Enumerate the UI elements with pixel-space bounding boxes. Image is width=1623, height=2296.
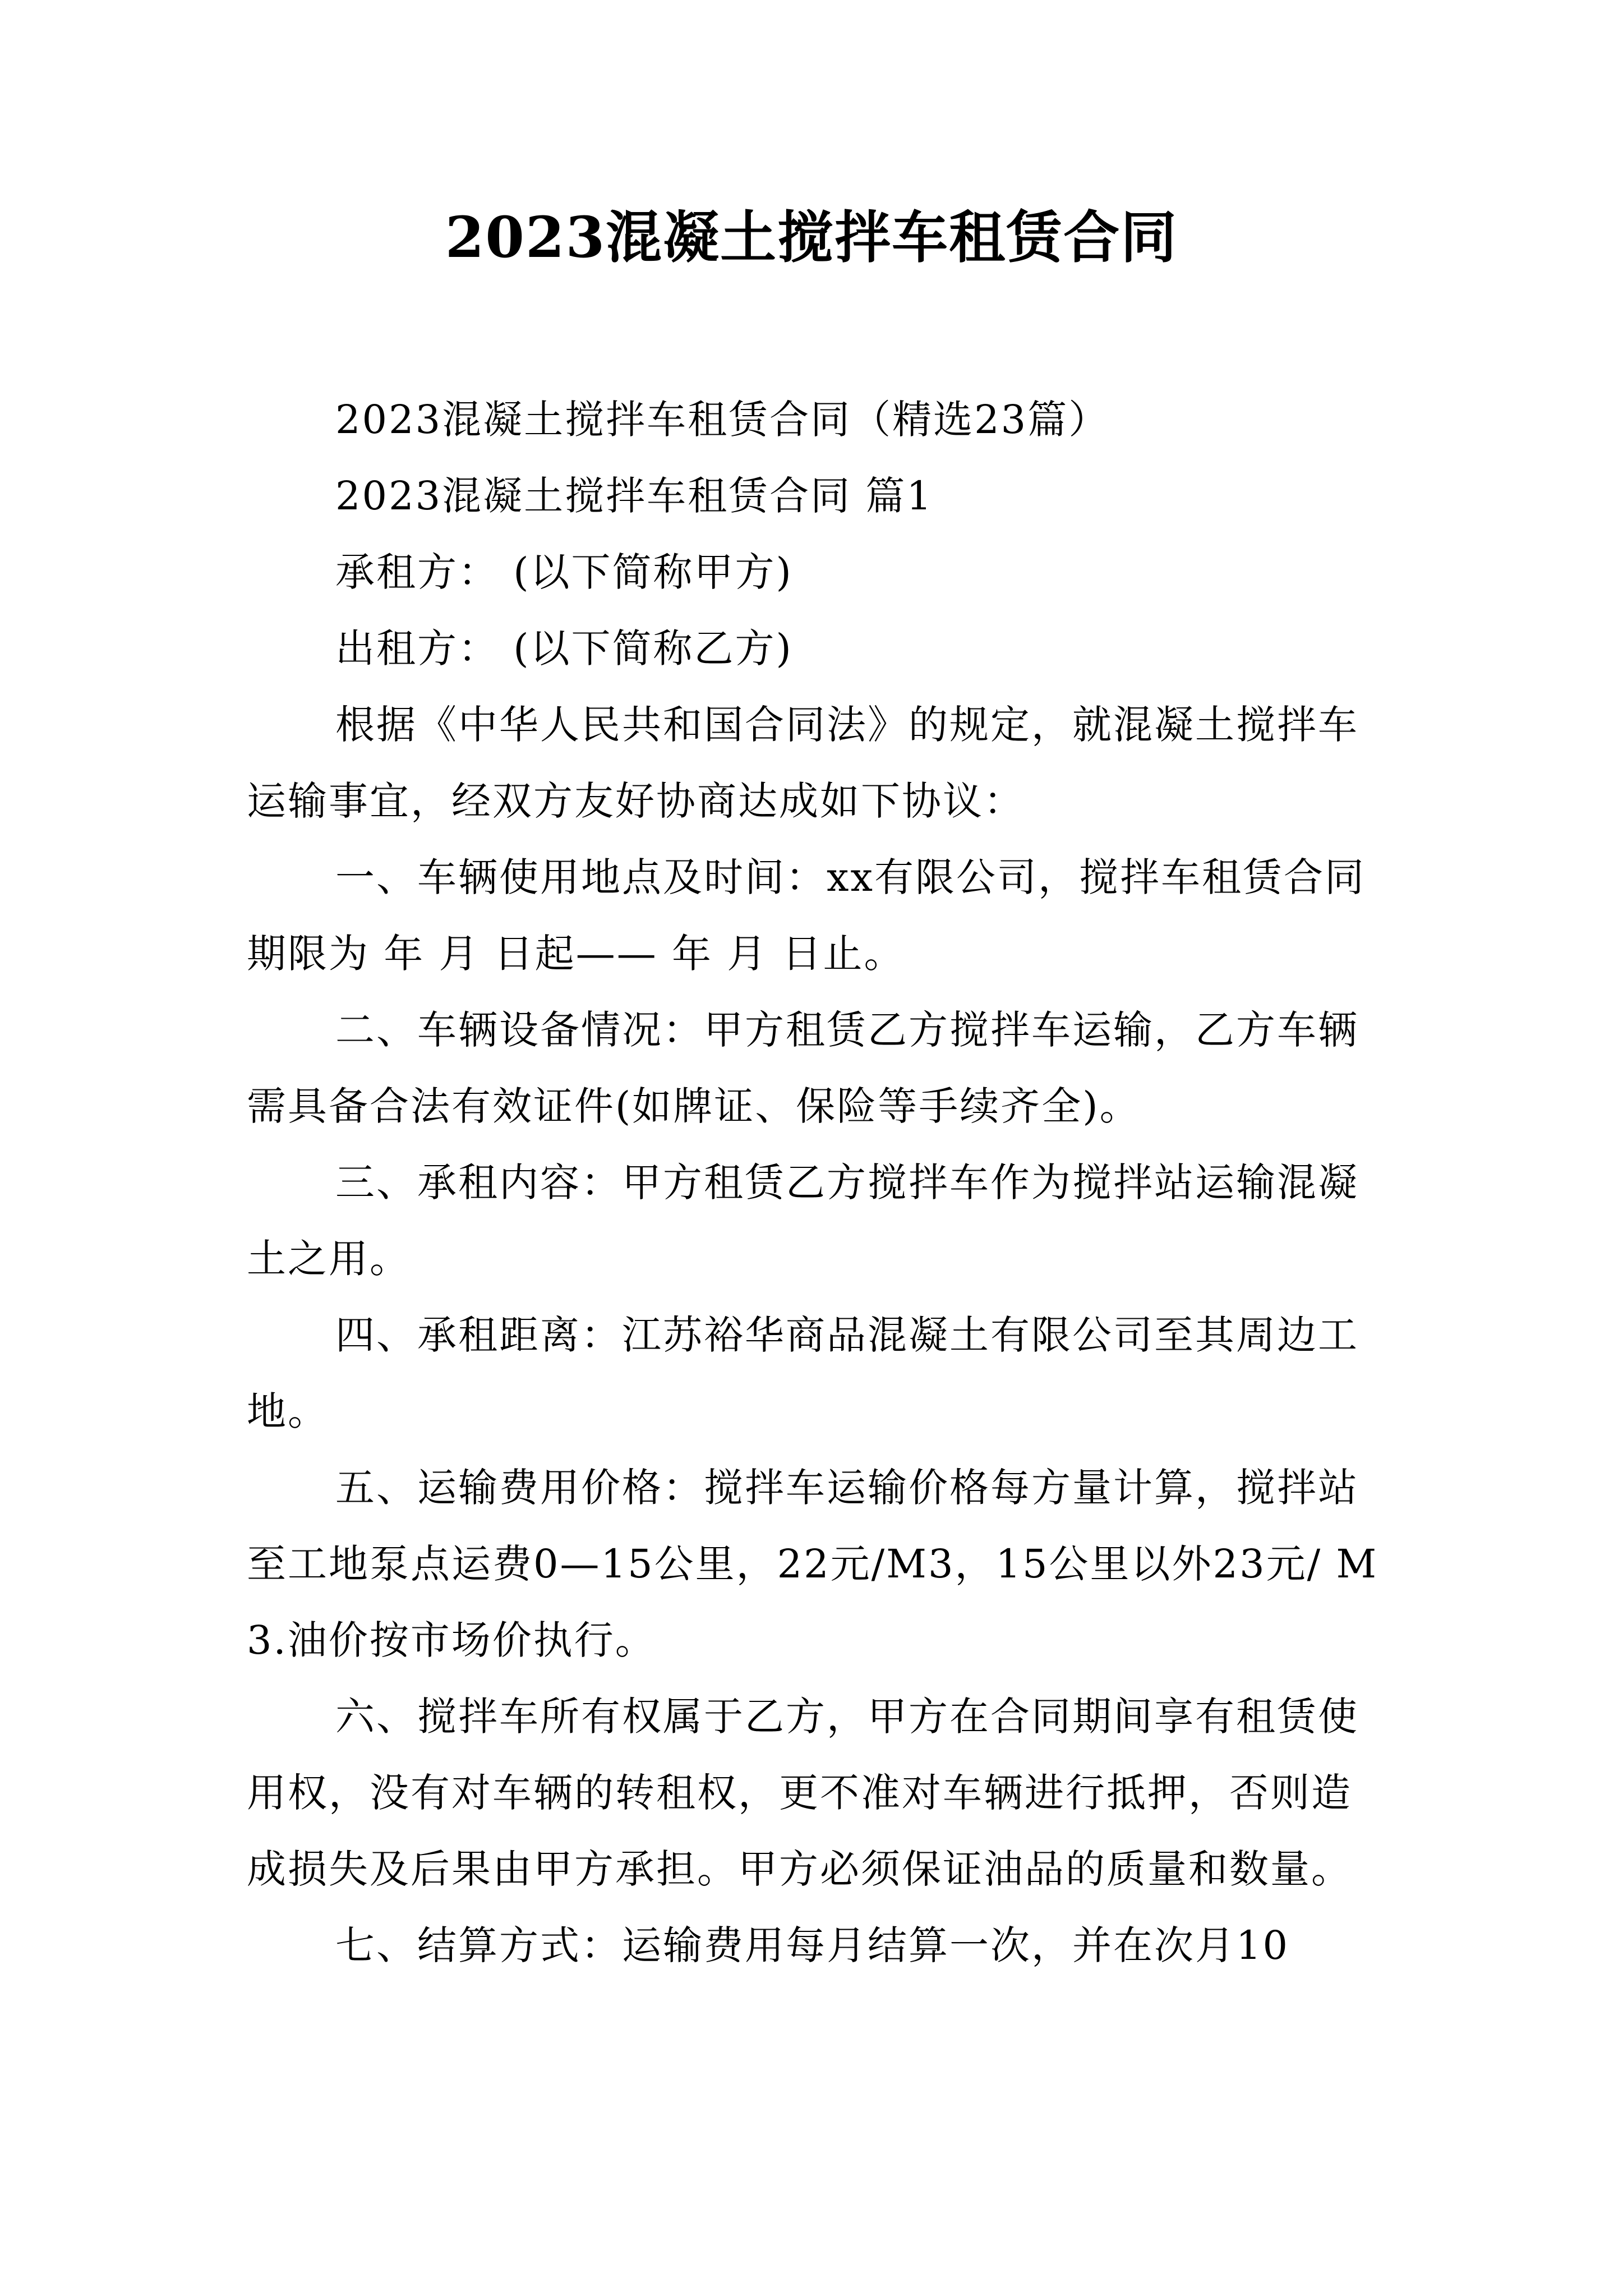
document-body [247,381,1385,1984]
paragraph-clause-5: 五、运输费用价格：搅拌车运输价格每方量计算，搅拌站至工地泵点运费0—15公里，22元/M3，15公里以外23元/ M3.油价按市场价执行。 [247,1465,1378,1663]
paragraph-section-heading: 2023混凝土搅拌车租赁合同 篇1 [335,473,933,519]
paragraph-clause-3: 三、承租内容：甲方租赁乙方搅拌车作为搅拌站运输混凝土之用。 [247,1159,1359,1282]
paragraph-clause-7: 七、结算方式：运输费用每月结算一次，并在次月10 [335,1922,1290,1968]
paragraph-clause-2: 二、车辆设备情况：甲方租赁乙方搅拌车运输，乙方车辆需具备合法有效证件(如牌证、保险等手续齐全)。 [247,1007,1359,1129]
paragraph-subtitle: 2023混凝土搅拌车租赁合同（精选23篇） [335,397,1110,443]
paragraph-clause-1: 一、车辆使用地点及时间：xx有限公司，搅拌车租赁合同期限为 年 月 日起—— 年 月 日止。 [247,854,1366,977]
document-title: 2023混凝土搅拌车租赁合同 [445,204,1178,270]
paragraph-preamble: 根据《中华人民共和国合同法》的规定，就混凝土搅拌车运输事宜，经双方友好协商达成如下协议： [247,702,1359,824]
paragraph-lessee: 承租方： (以下简称甲方) [335,549,793,595]
paragraph-lessor: 出租方： (以下简称乙方) [335,625,793,671]
paragraph-clause-6: 六、搅拌车所有权属于乙方，甲方在合同期间享有租赁使用权，没有对车辆的转租权，更不准对车辆进行抵押，否则造成损失及后果由甲方承担。甲方必须保证油品的质量和数量。 [247,1694,1359,1892]
paragraph-clause-4: 四、承租距离：江苏裕华商品混凝土有限公司至其周边工地。 [247,1312,1359,1434]
